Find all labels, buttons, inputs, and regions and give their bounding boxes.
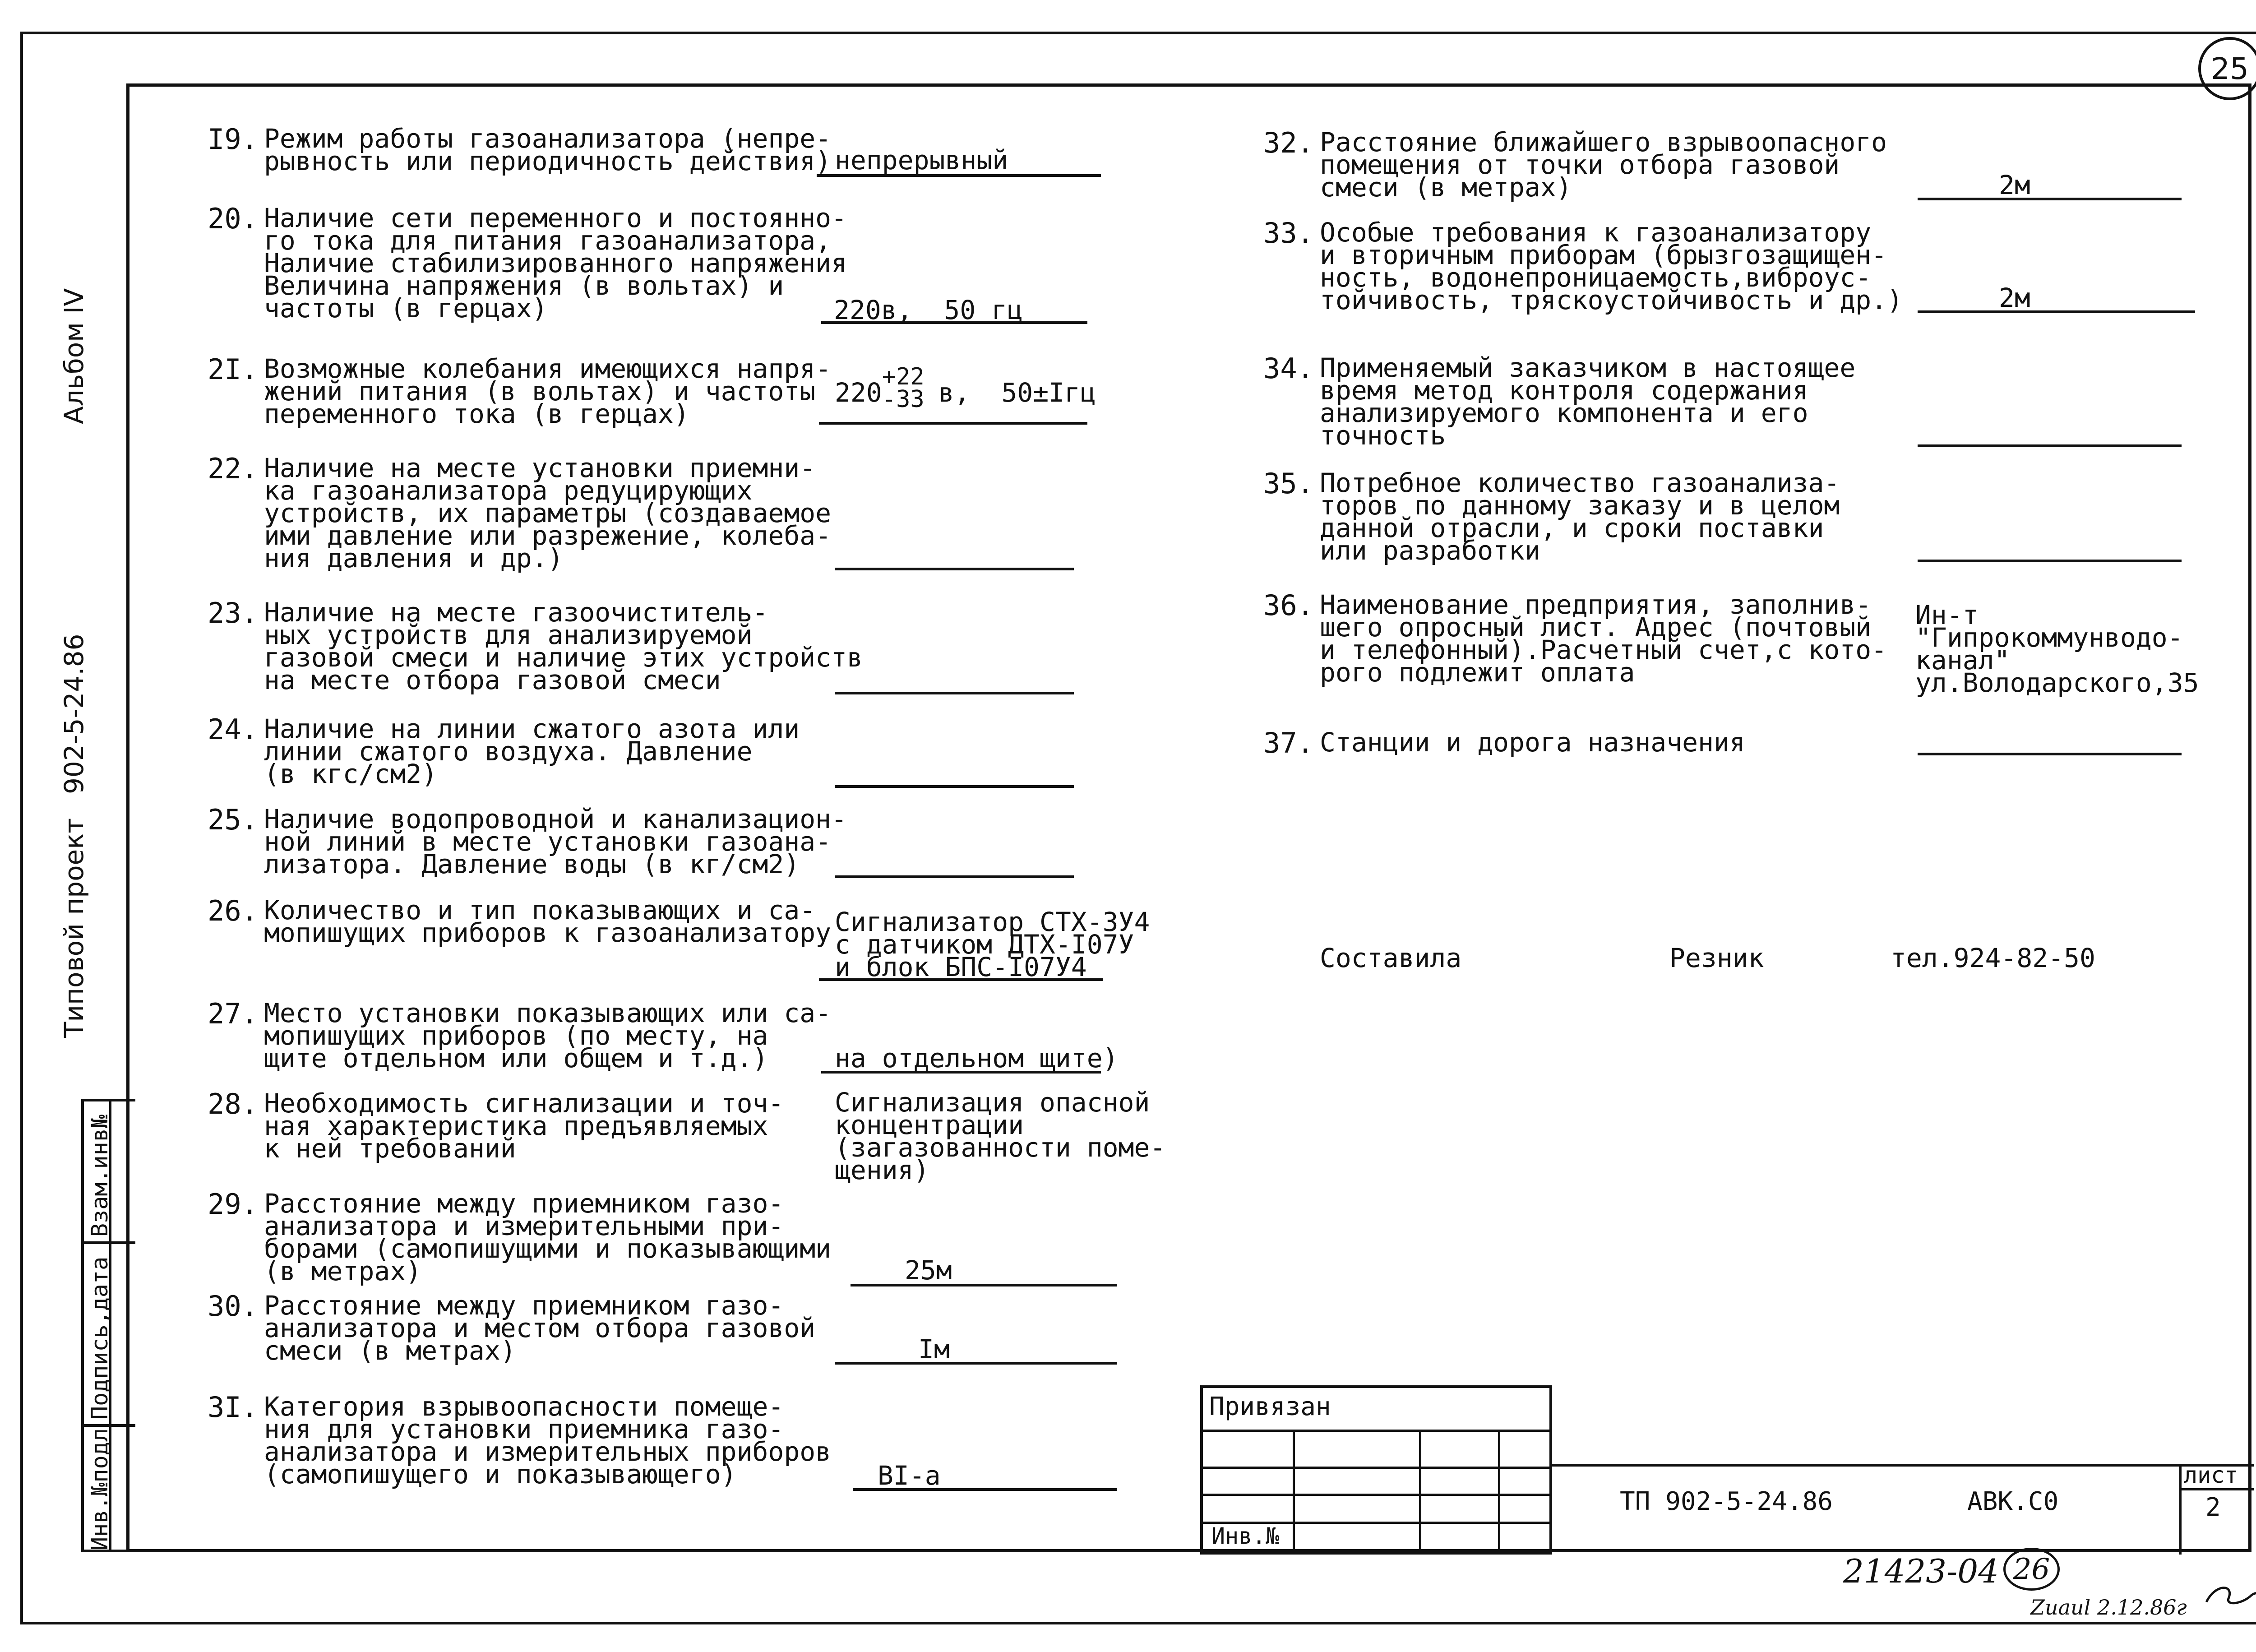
- item-text: Особые требования к газоанализатору и вторичным приборам (брызгозащищен- ность, водонепроницаемость,виброус- тойчивость, тряскоустойчивость и др.): [1320, 217, 1903, 315]
- item-text: Количество и тип показывающих и са- мопишущих приборов к газоанализатору: [264, 895, 832, 948]
- answer-underline: [819, 978, 1103, 981]
- item-number: 37.: [1263, 727, 1314, 759]
- tb-line: [2179, 1464, 2182, 1555]
- archive-circle: [2003, 1548, 2060, 1591]
- item-number: 22.: [208, 452, 258, 485]
- item-text: Наличие водопроводной и канализацион- ной линий в месте установки газоана- лизатора. Давление воды (в кг/см2): [264, 804, 847, 879]
- item-number: 20.: [208, 202, 258, 235]
- side-stamp: [81, 1099, 135, 1552]
- item-answer: 2м: [1999, 282, 2030, 313]
- tb-line: [1419, 1430, 1421, 1554]
- item-text: Режим работы газоанализатора (непре- рывность или периодичность действия): [264, 123, 832, 176]
- answer-underline: [1918, 753, 2182, 755]
- item-text: Необходимость сигнализации и точ- ная характеристика предъявляемых к ней требований: [264, 1088, 784, 1164]
- answer-underline: [1918, 560, 2182, 562]
- stamp-vzam-inv: Взам.инв№: [87, 1115, 113, 1237]
- binding-label: Привязан: [1209, 1392, 1331, 1421]
- voltage-base: 220: [835, 377, 882, 408]
- item-number: I9.: [208, 123, 258, 156]
- signature-phone: тел.924-82-50: [1891, 943, 2095, 973]
- item-text: Применяемый заказчиком в настоящее время метод контроля содержания анализируемого компонента и его точность: [1320, 352, 1856, 451]
- signature-scribble: [2202, 1579, 2256, 1615]
- signature-label: Составила: [1320, 943, 1462, 973]
- item-text: Категория взрывоопасности помеще- ния для установки приемника газо- анализатора и измерительных приборов (самопишущего и показывающего): [264, 1391, 832, 1490]
- item-answer: 25м: [905, 1255, 952, 1286]
- archive-circle-number: 26: [2013, 1552, 2050, 1586]
- item-number: 23.: [208, 597, 258, 629]
- item-text: Расстояние между приемником газо- анализатора и местом отбора газовой смеси (в метрах): [264, 1290, 816, 1366]
- item-number: 3I.: [208, 1391, 258, 1424]
- item-number: 27.: [208, 997, 258, 1030]
- voltage-minus: -33: [882, 386, 925, 413]
- tp-code: ТП 902-5-24.86: [1620, 1487, 1833, 1516]
- answer-underline: [853, 1488, 1117, 1491]
- item-number: 26.: [208, 894, 258, 927]
- sheet-number: 25: [2211, 51, 2249, 86]
- side-stamp-row-line: [84, 1424, 135, 1427]
- answer-underline: [835, 1362, 1117, 1365]
- answer-underline: [835, 785, 1074, 788]
- item-number: 25.: [208, 803, 258, 836]
- stamp-inv-podl: Инв.№подл: [87, 1428, 113, 1550]
- item-number: 29.: [208, 1188, 258, 1221]
- item-answer: Iм: [918, 1334, 950, 1365]
- item-text: Расстояние между приемником газо- анализатора и измерительными при- борами (самопишущими и показывающими (в метрах): [264, 1188, 832, 1286]
- answer-underline: [835, 875, 1074, 878]
- sheet-number-circle: [2198, 37, 2256, 100]
- item-answer: 220в, 50 гц: [834, 295, 1023, 325]
- item-answer: Сигнализатор СТХ-3У4 с датчиком ДТХ-I07У и блок БПС-I07У4: [835, 907, 1150, 982]
- answer-underline: [1918, 444, 2182, 447]
- list-label: лист: [2184, 1462, 2238, 1488]
- item-text: Наименование предприятия, заполнив- шего опросный лист. Адрес (почтовый и телефонный).Расчетный счет,с кото- рого подлежит оплата: [1320, 589, 1887, 688]
- album-label: Альбом IV: [59, 288, 89, 424]
- tb-line: [1498, 1430, 1500, 1554]
- inv-number-label: Инв.№: [1211, 1523, 1280, 1549]
- date-note: Zuaul 2.12.86г: [2030, 1595, 2187, 1620]
- tb-line: [1293, 1430, 1295, 1554]
- voltage-tolerance: [882, 363, 925, 413]
- item-number: 35.: [1263, 467, 1314, 500]
- answer-underline: [835, 568, 1074, 570]
- item-number: 28.: [208, 1087, 258, 1120]
- item-text: Наличие сети переменного и постоянно- го тока для питания газоанализатора, Наличие стабилизированного напряжения Величина напряжения (в вольтах) и частоты (в герцах): [264, 203, 847, 324]
- item-number: 30.: [208, 1290, 258, 1323]
- item-text: Наличие на месте установки приемни- ка газоанализатора редуцирующих устройств, их параметры (создаваемое ими давление или разрежение, колеба- ния давления и др.): [264, 453, 832, 574]
- stamp-podpis-data: Подпись,дата: [87, 1256, 113, 1420]
- answer-underline: [1918, 310, 2195, 313]
- item-text: Потребное количество газоанализа- торов по данному заказу и в целом данной отрасли, и сроки поставки или разработки: [1320, 467, 1840, 566]
- answer-underline: [851, 1284, 1117, 1286]
- item-answer-voltage: [835, 363, 1096, 413]
- item-number: 36.: [1263, 589, 1314, 622]
- answer-underline: [817, 174, 1101, 177]
- item-number: 2I.: [208, 353, 258, 386]
- answer-underline: [821, 321, 1087, 324]
- item-text: Наличие на месте газоочиститель- ных устройств для анализируемой газовой смеси и наличие этих устройств на месте отбора газовой смеси: [264, 597, 863, 695]
- item-answer: на отдельном щите): [835, 1043, 1119, 1074]
- tb-line: [2179, 1488, 2254, 1490]
- item-answer: Ин-т "Гипрокоммунводо- канал" ул.Володарского,35: [1915, 600, 2199, 698]
- item-text: Расстояние ближайшего взрывоопасного помещения от точки отбора газовой смеси (в метрах): [1320, 127, 1887, 203]
- project-type-label: Типовой проект: [59, 818, 89, 1038]
- item-text: Станции и дорога назначения: [1320, 727, 1745, 758]
- answer-underline: [1918, 198, 2182, 200]
- item-number: 33.: [1263, 217, 1314, 250]
- answer-underline: [819, 422, 1087, 425]
- doc-code: АВК.С0: [1967, 1487, 2059, 1516]
- list-number: 2: [2205, 1493, 2221, 1522]
- item-answer: непрерывный: [835, 145, 1008, 176]
- item-number: 32.: [1263, 126, 1314, 159]
- item-text: Место установки показывающих или са- мопишущих приборов (по месту, на щите отдельном или общем и т.д.): [264, 998, 832, 1074]
- tb-line: [1552, 1464, 2254, 1467]
- item-number: 24.: [208, 713, 258, 746]
- archive-number: 21423-04: [1843, 1552, 1999, 1590]
- item-number: 34.: [1263, 352, 1314, 385]
- item-answer: Сигнализация опасной концентрации (загазованности поме- щения): [835, 1087, 1166, 1185]
- answer-underline: [835, 692, 1074, 694]
- project-code-margin: 902-5-24.86: [59, 634, 89, 794]
- voltage-plus: +22: [882, 363, 925, 390]
- item-answer: 2м: [1999, 170, 2030, 200]
- item-answer: BI-а: [878, 1460, 941, 1491]
- signature-name: Резник: [1669, 943, 1764, 973]
- item-text: Возможные колебания имеющихся напря- жений питания (в вольтах) и частоты переменного тока (в герцах): [264, 353, 832, 429]
- voltage-rest: в, 50±Iгц: [922, 377, 1096, 408]
- item-text: Наличие на линии сжатого азота или линии сжатого воздуха. Давление (в кгс/см2): [264, 713, 800, 789]
- answer-underline: [821, 1071, 1101, 1074]
- side-stamp-row-line: [84, 1241, 135, 1244]
